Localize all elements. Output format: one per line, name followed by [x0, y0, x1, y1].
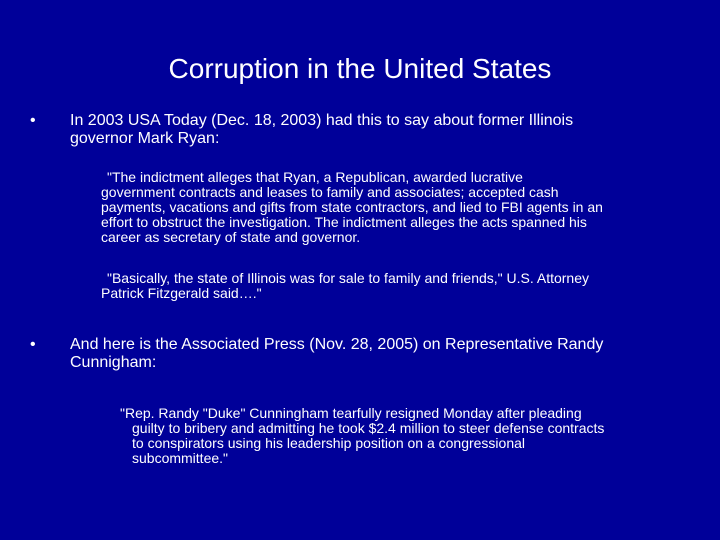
quote-line: subcommittee."	[132, 450, 229, 466]
quote-ap	[120, 406, 604, 466]
bullet-line: Cunnigham:	[70, 354, 157, 371]
quote-line: effort to obstruct the investigation. The indictment alleges the acts spanned his	[101, 214, 587, 230]
quote-line: government contracts and leases to family and associates; accepted cash	[101, 184, 559, 200]
quote-line: payments, vacations and gifts from state contractors, and lied to FBI agents in an	[101, 199, 603, 215]
bullet-text-ryan	[70, 112, 573, 148]
quote-line: "Rep. Randy "Duke" Cunningham tearfully resigned Monday after pleading	[120, 405, 582, 421]
bullet-line: In 2003 USA Today (Dec. 18, 2003) had this to say about former Illinois	[70, 112, 574, 129]
quote-line: "The indictment alleges that Ryan, a Republican, awarded lucrative	[107, 169, 523, 185]
quote-line: to conspirators using his leadership position on a congressional	[132, 435, 526, 451]
quote-fitzgerald	[101, 271, 589, 301]
bullet-marker: •	[30, 336, 36, 353]
quote-line: Patrick Fitzgerald said…."	[101, 285, 262, 301]
slide-title: Corruption in the United States	[168, 53, 552, 84]
bullet-line: And here is the Associated Press (Nov. 28, 2005) on Representative Randy	[70, 336, 604, 353]
bullet-marker: •	[30, 112, 36, 129]
bullet-line: governor Mark Ryan:	[70, 130, 220, 147]
quote-line: guilty to bribery and admitting he took $2.4 million to steer defense contracts	[132, 420, 605, 436]
bullet-text-cunningham	[70, 336, 603, 372]
quote-indictment	[101, 170, 603, 245]
quote-line: career as secretary of state and governor.	[101, 229, 361, 245]
quote-line: "Basically, the state of Illinois was for sale to family and friends," U.S. Attorney	[107, 270, 590, 286]
